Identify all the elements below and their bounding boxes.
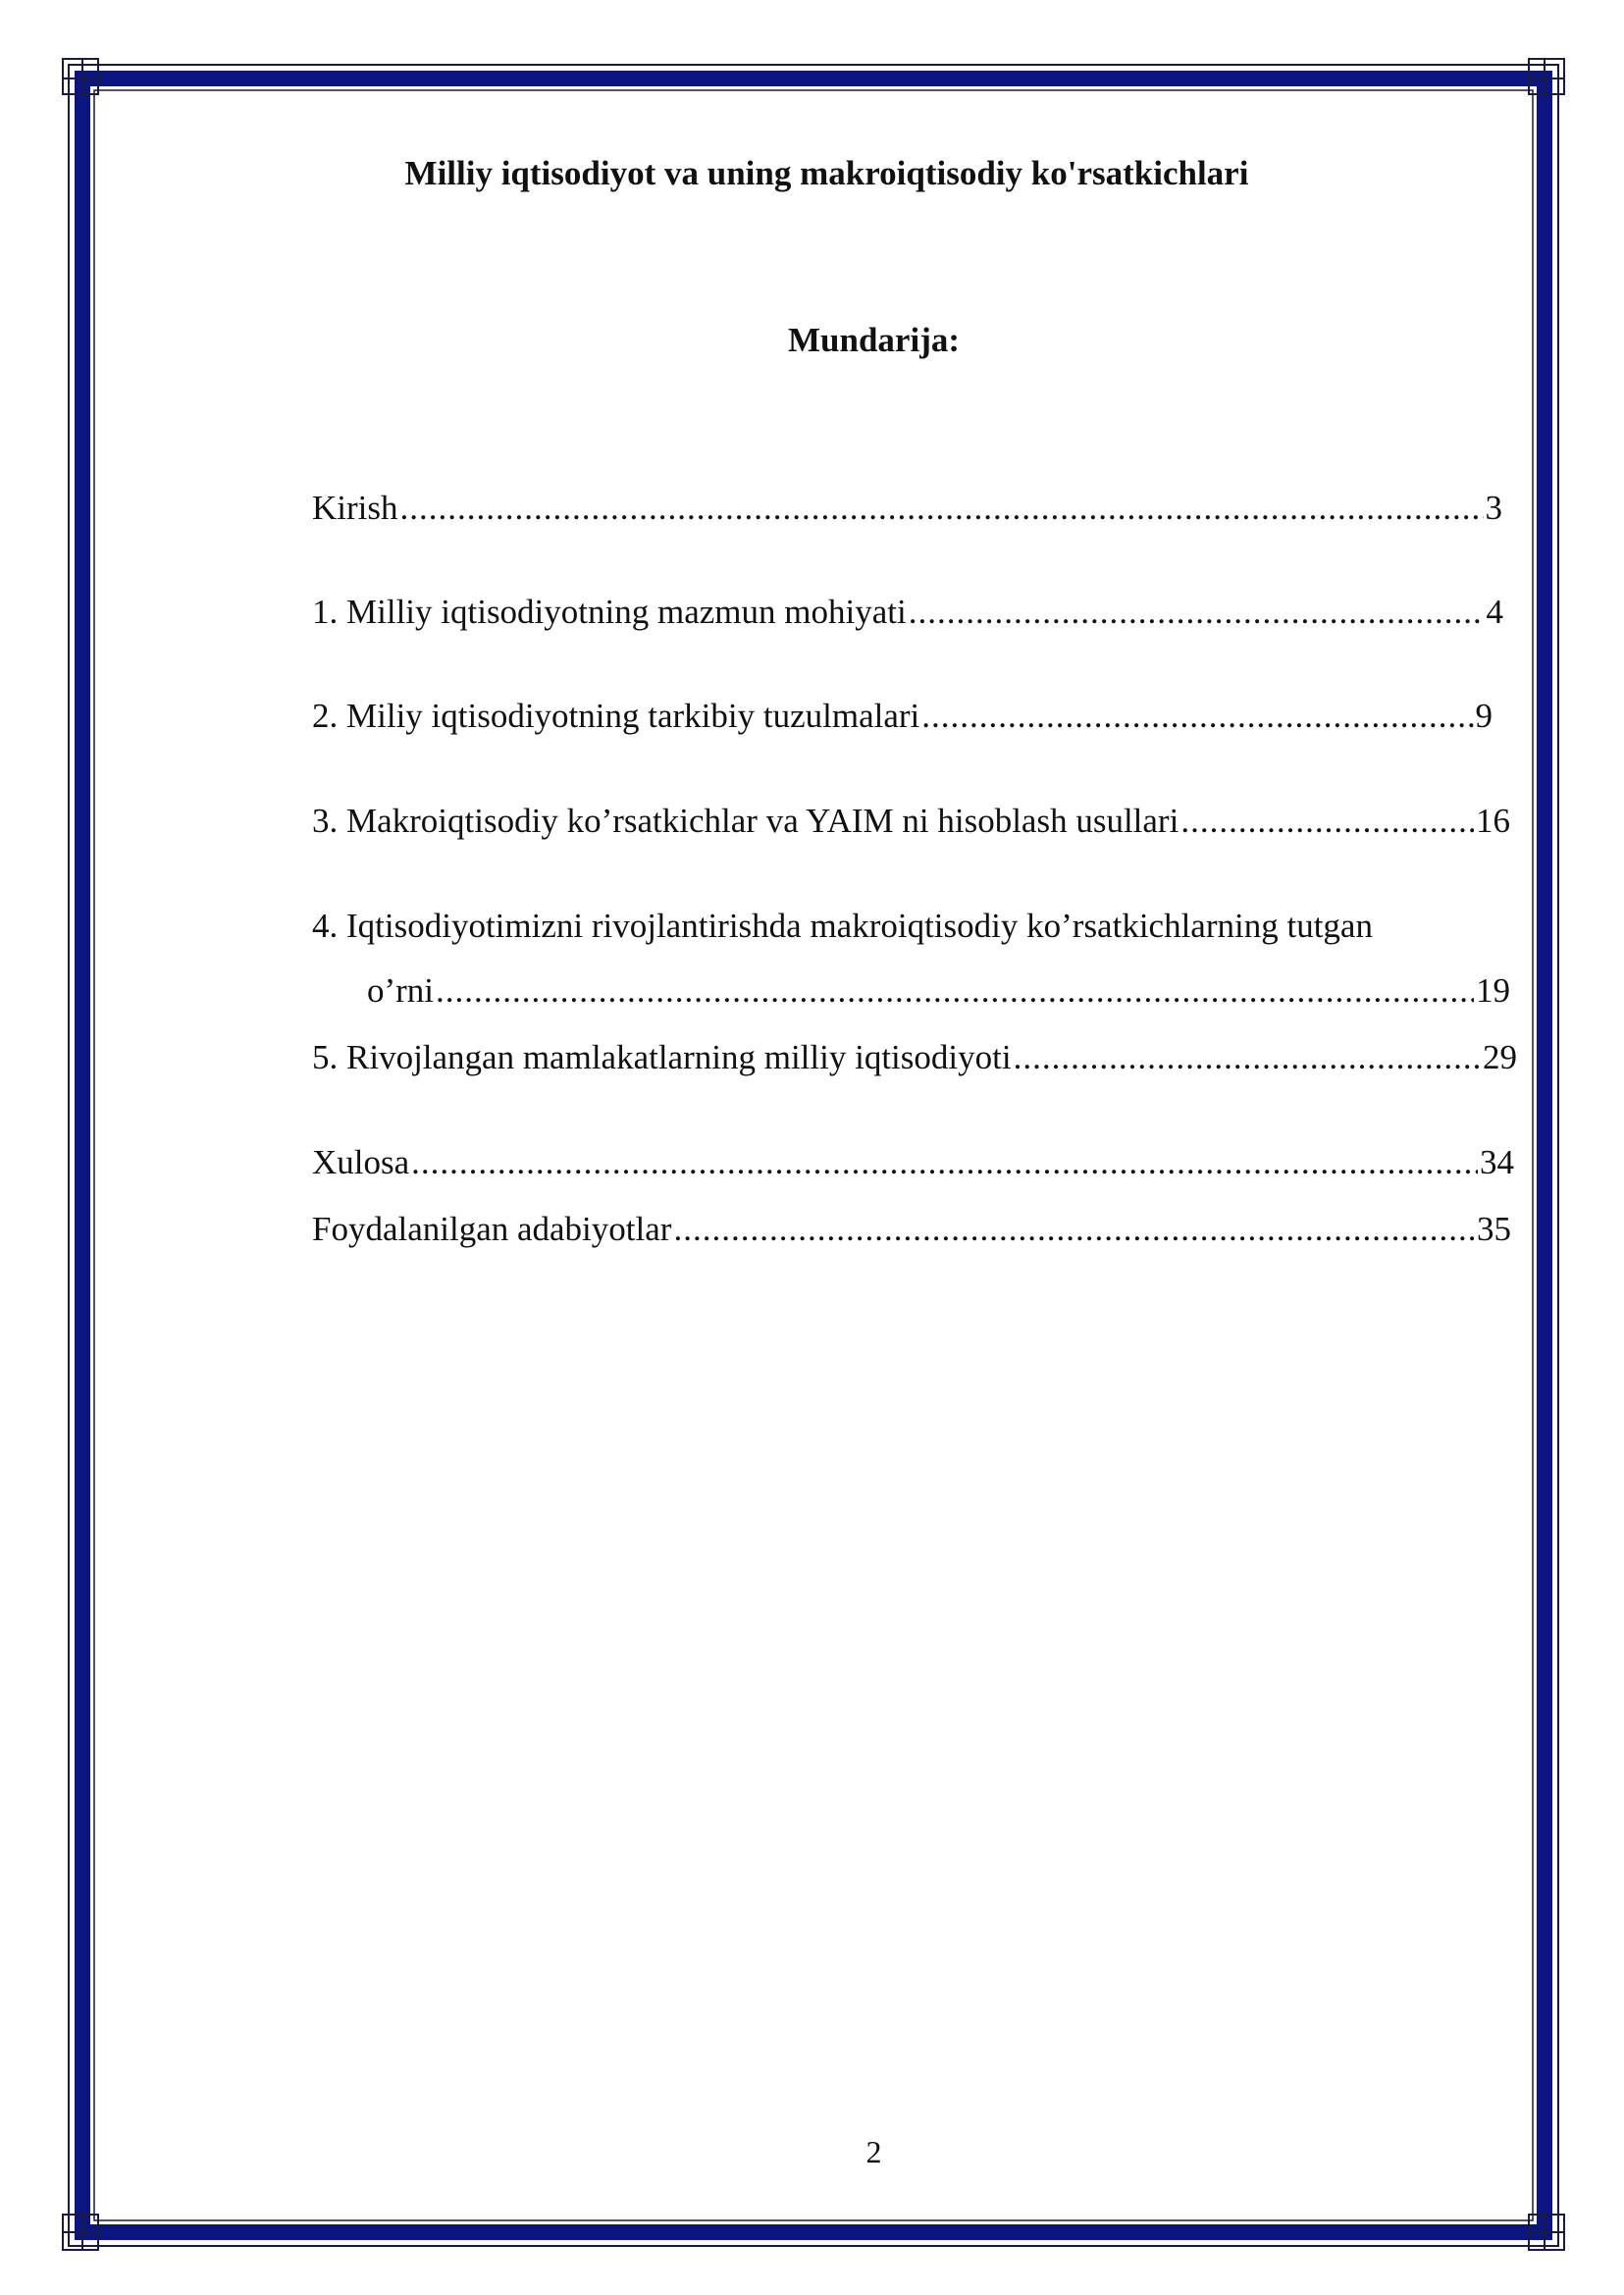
toc-item-label: Xulosa [312,1143,410,1181]
toc-item-label: 5. Rivojlangan mamlakatlarning milliy iqtisodiyoti [312,1038,1012,1076]
toc-leader-dots [921,695,1473,738]
toc-item-label: Kirish [312,489,398,527]
toc-item-section-5[interactable] [312,1036,1517,1079]
toc-leader-dots [411,1141,1478,1184]
toc-item-section-2[interactable] [312,695,1493,738]
page-number: 2 [865,2134,882,2169]
toc-item-page: 9 [1475,697,1493,735]
toc-item-references[interactable] [312,1208,1511,1251]
toc-item-page: 35 [1477,1210,1511,1248]
toc-leader-dots [436,969,1474,1013]
toc-item-label-continuation: o’rni [367,971,435,1010]
toc-item-page: 19 [1476,971,1510,1010]
toc-item-label: 1. Milliy iqtisodiyotning mazmun mohiyati [312,593,907,631]
toc-leader-dots [400,487,1484,530]
toc-heading: Mundarija: [788,321,960,359]
toc-item-page: 4 [1486,593,1503,631]
toc-item-section-4-label[interactable] [312,905,1373,948]
toc-item-section-3[interactable] [312,800,1510,843]
toc-leader-dots [1014,1036,1481,1079]
toc-item-label: Foydalanilgan adabiyotlar [312,1210,672,1248]
toc-leader-dots [909,591,1485,634]
toc-item-label: 2. Miliy iqtisodiyotning tarkibiy tuzulmalari [312,697,920,735]
toc-item-label: 4. Iqtisodiyotimizni rivojlantirishda makroiqtisodiy ko’rsatkichlarning tutgan [312,907,1373,945]
toc-item-page: 3 [1485,489,1502,527]
toc-item-section-1[interactable] [312,591,1503,634]
toc-item-label: 3. Makroiqtisodiy ko’rsatkichlar va YAIM ni hisoblash usullari [312,802,1179,840]
document-title: Milliy iqtisodiyot va uning makroiqtisodiy ko'rsatkichlari [404,154,1249,192]
toc-item-xulosa[interactable] [312,1141,1514,1184]
toc-item-section-4[interactable] [367,969,1510,1013]
toc-item-page: 29 [1483,1038,1517,1076]
toc-item-page: 34 [1480,1143,1514,1181]
toc-item-page: 16 [1476,802,1510,840]
toc-leader-dots [1180,800,1474,843]
toc-item-kirish[interactable] [312,487,1502,530]
toc-leader-dots [673,1208,1475,1251]
